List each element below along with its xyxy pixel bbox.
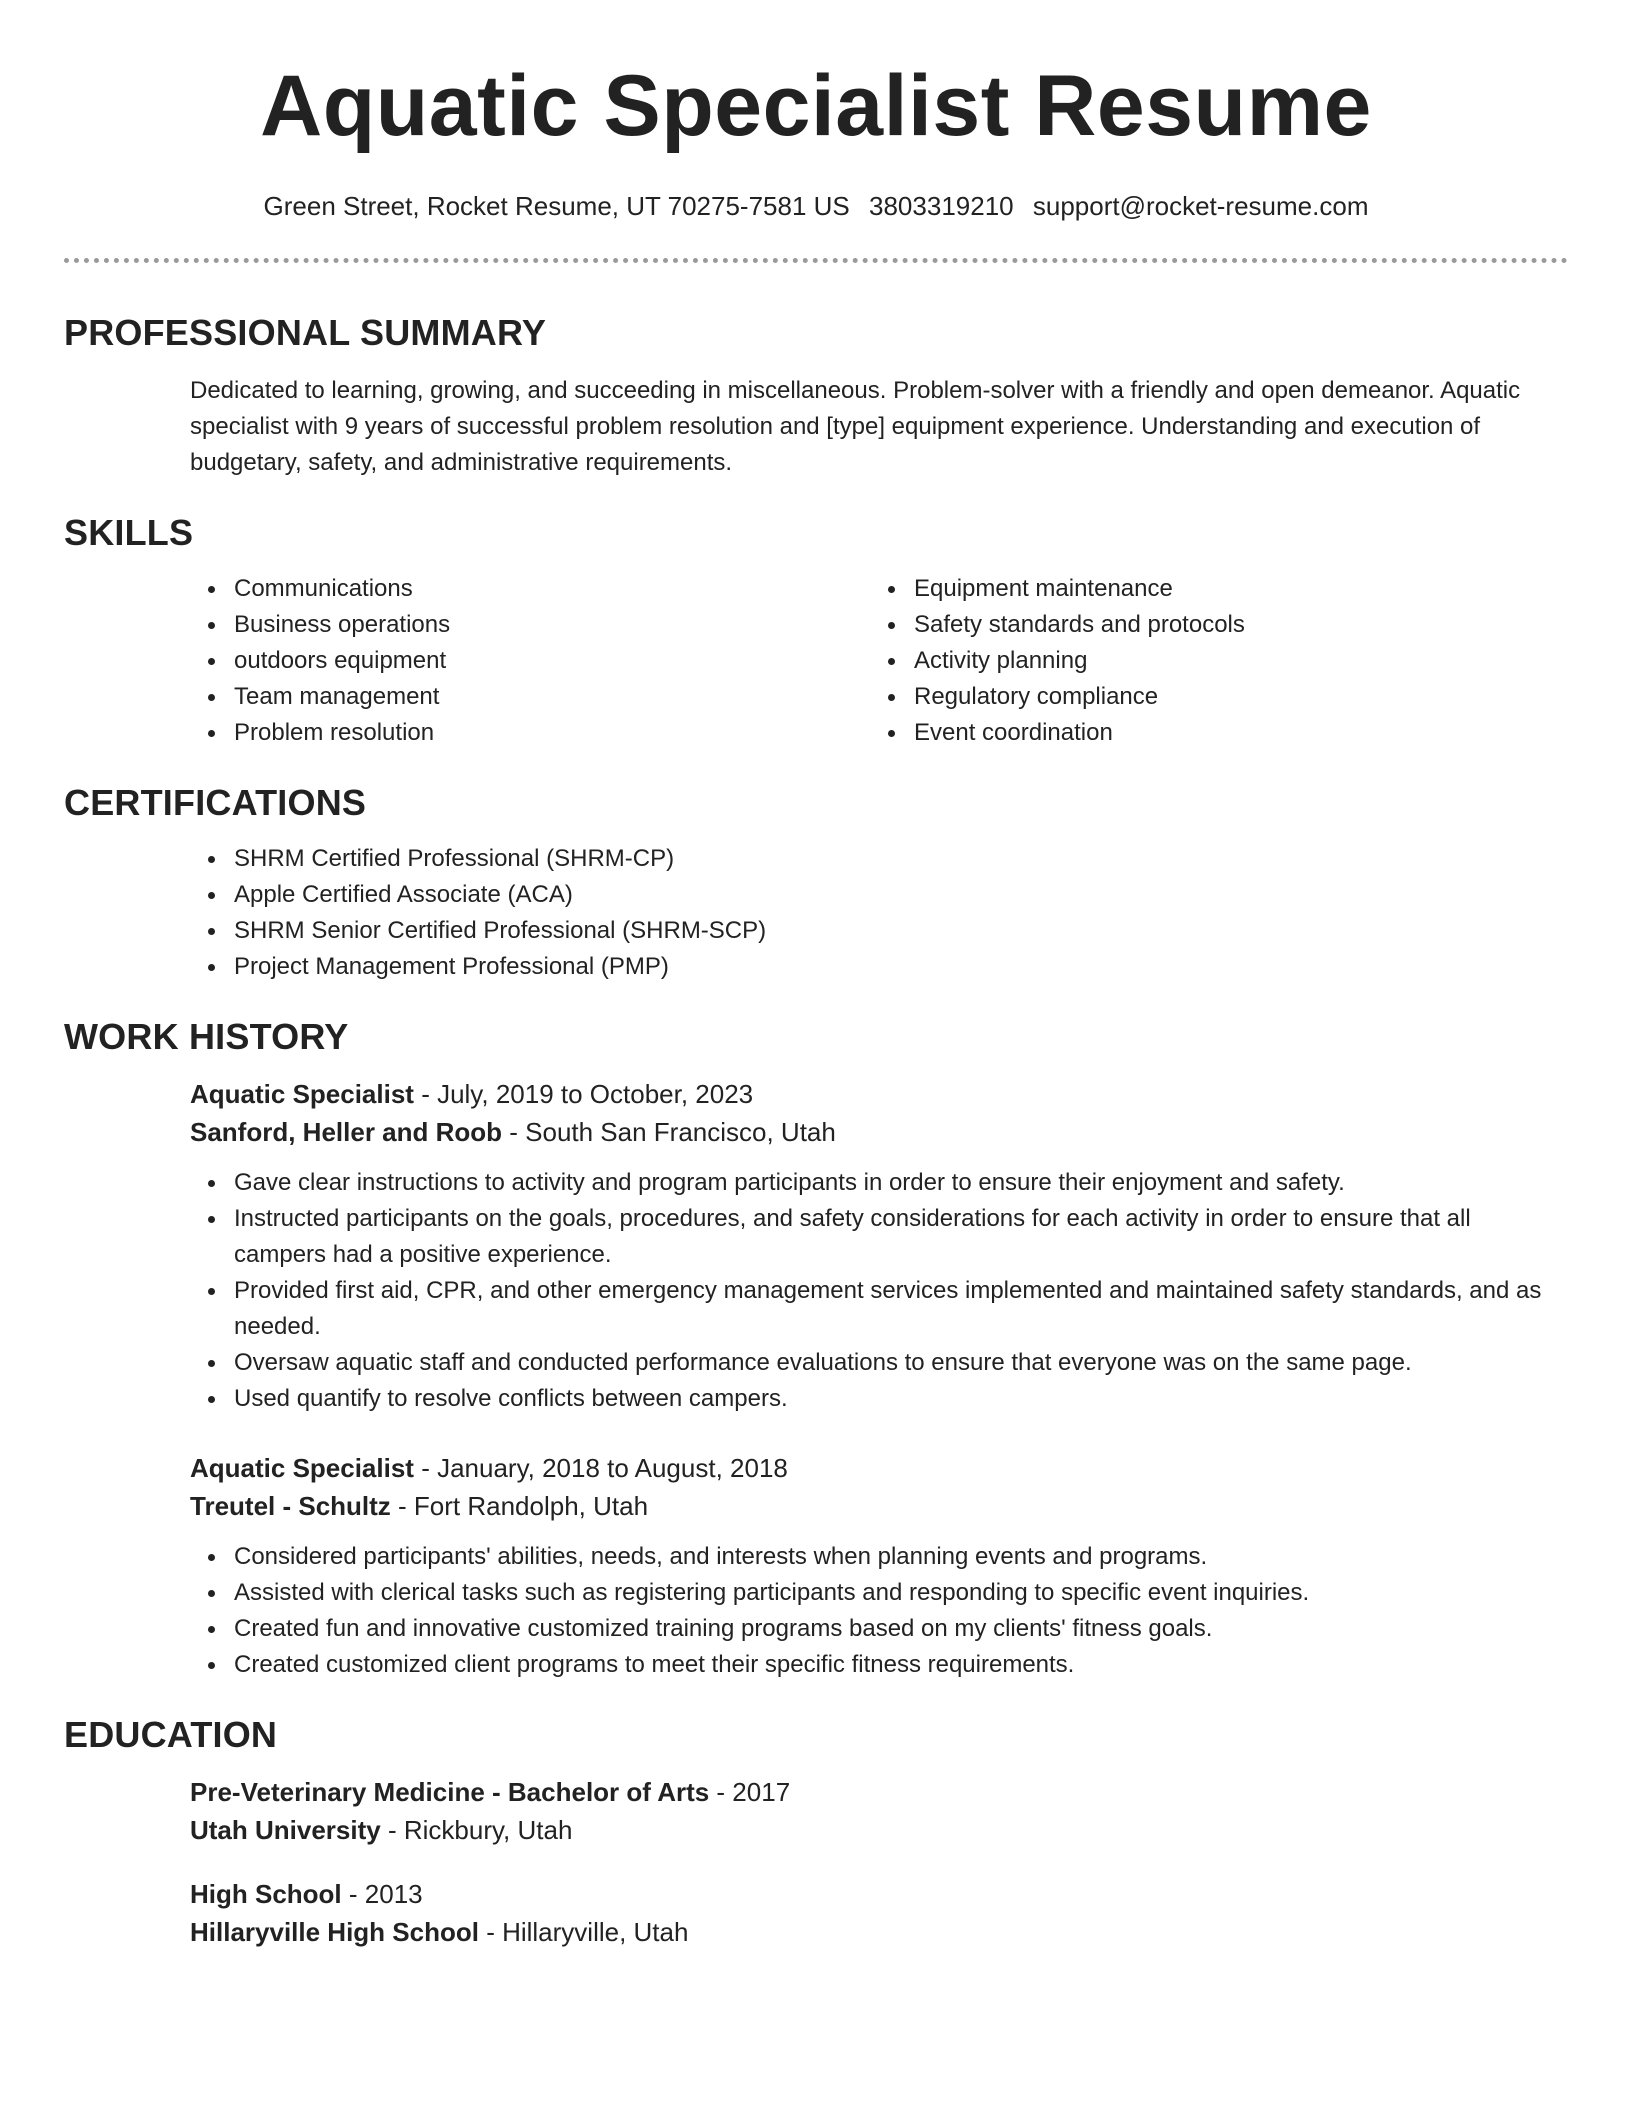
job-title-line [190,1075,1566,1113]
job-company: Treutel - Schultz [190,1491,391,1521]
certification-item: SHRM Certified Professional (SHRM-CP) [234,841,1566,877]
header-divider [64,258,1568,263]
skill-item: Problem resolution [234,715,870,751]
skill-item: Business operations [234,607,870,643]
certification-item: Apple Certified Associate (ACA) [234,877,1566,913]
education-heading: EDUCATION [64,1714,278,1755]
job-title: Aquatic Specialist [190,1453,414,1483]
skill-item: Safety standards and protocols [914,607,1550,643]
job-duties [190,1165,1566,1417]
job-duty-item: Instructed participants on the goals, procedures, and safety considerations for each activity in order to ensure that all campers had a positive experience. [234,1201,1566,1273]
education-location: - Rickbury, Utah [380,1815,573,1845]
skill-item: Regulatory compliance [914,679,1550,715]
education-section [64,1713,1568,1951]
education-school: Hillaryville High School [190,1917,479,1947]
skills-list [190,571,1566,751]
job-company: Sanford, Heller and Roob [190,1117,503,1147]
job-duty-item: Gave clear instructions to activity and program participants in order to ensure their enjoyment and safety. [234,1165,1566,1201]
certification-item: SHRM Senior Certified Professional (SHRM-SCP) [234,913,1566,949]
education-school: Utah University [190,1815,381,1845]
skills-column-right [870,571,1550,751]
job-duty-item: Assisted with clerical tasks such as registering participants and responding to specific event inquiries. [234,1575,1566,1611]
resume-title: Aquatic Specialist Resume [260,58,1372,154]
education-year: - 2017 [709,1777,791,1807]
job-duty-item: Created customized client programs to meet their specific fitness requirements. [234,1647,1566,1683]
job-dates: - July, 2019 to October, 2023 [413,1079,754,1109]
education-school-line [190,1811,1566,1849]
summary-text: Dedicated to learning, growing, and succeeding in miscellaneous. Problem-solver with a friendly and open demeanor. Aquatic specialist with 9 years of successful problem resolution and [type] equipment experience. Understanding and execution of budgetary, safety, and administrative requirements. [190,377,1521,476]
certification-item: Project Management Professional (PMP) [234,949,1566,985]
work-history-section [64,1015,1568,1683]
education-year: - 2013 [341,1879,423,1909]
work-history-heading: WORK HISTORY [64,1016,349,1057]
job-duty-item: Provided first aid, CPR, and other emergency management services implemented and maintained safety standards, and as needed. [234,1273,1566,1345]
job-location: - Fort Randolph, Utah [390,1491,649,1521]
skill-item: Team management [234,679,870,715]
education-location: - Hillaryville, Utah [478,1917,689,1947]
skill-item: outdoors equipment [234,643,870,679]
job-company-line [190,1487,1566,1525]
education-degree-line [190,1875,1566,1913]
job-duties [190,1539,1566,1683]
job-duty-item: Oversaw aquatic staff and conducted performance evaluations to ensure that everyone was on the same page. [234,1345,1566,1381]
skills-heading: SKILLS [64,512,194,553]
job-location: - South San Francisco, Utah [502,1117,836,1147]
job-entry [190,1449,1566,1683]
job-company-line [190,1113,1566,1151]
resume-page [64,0,1568,1951]
job-dates: - January, 2018 to August, 2018 [413,1453,788,1483]
education-school-line [190,1913,1566,1951]
certifications-section [64,781,1568,985]
contact-email: support@rocket-resume.com [1032,191,1369,221]
job-duty-item: Used quantify to resolve conflicts between campers. [234,1381,1566,1417]
education-degree: High School [190,1879,342,1909]
job-title-line [190,1449,1566,1487]
job-title: Aquatic Specialist [190,1079,414,1109]
skill-item: Communications [234,571,870,607]
job-entry [190,1075,1566,1417]
job-duty-item: Considered participants' abilities, needs, and interests when planning events and programs. [234,1539,1566,1575]
contact-line [64,190,1568,222]
skill-item: Equipment maintenance [914,571,1550,607]
summary-section [64,311,1568,481]
contact-address: Green Street, Rocket Resume, UT 70275-7581 US [263,191,850,221]
skills-section [64,511,1568,751]
skill-item: Event coordination [914,715,1550,751]
education-entry [190,1773,1566,1849]
contact-phone: 3803319210 [869,191,1014,221]
education-entry [190,1875,1566,1951]
summary-body [190,373,1566,481]
certifications-heading: CERTIFICATIONS [64,782,367,823]
summary-heading: PROFESSIONAL SUMMARY [64,312,547,353]
job-duty-item: Created fun and innovative customized training programs based on my clients' fitness goals. [234,1611,1566,1647]
skills-column-left [190,571,870,751]
certifications-list [190,841,1566,985]
skill-item: Activity planning [914,643,1550,679]
education-degree: Pre-Veterinary Medicine - Bachelor of Arts [190,1777,710,1807]
education-degree-line [190,1773,1566,1811]
